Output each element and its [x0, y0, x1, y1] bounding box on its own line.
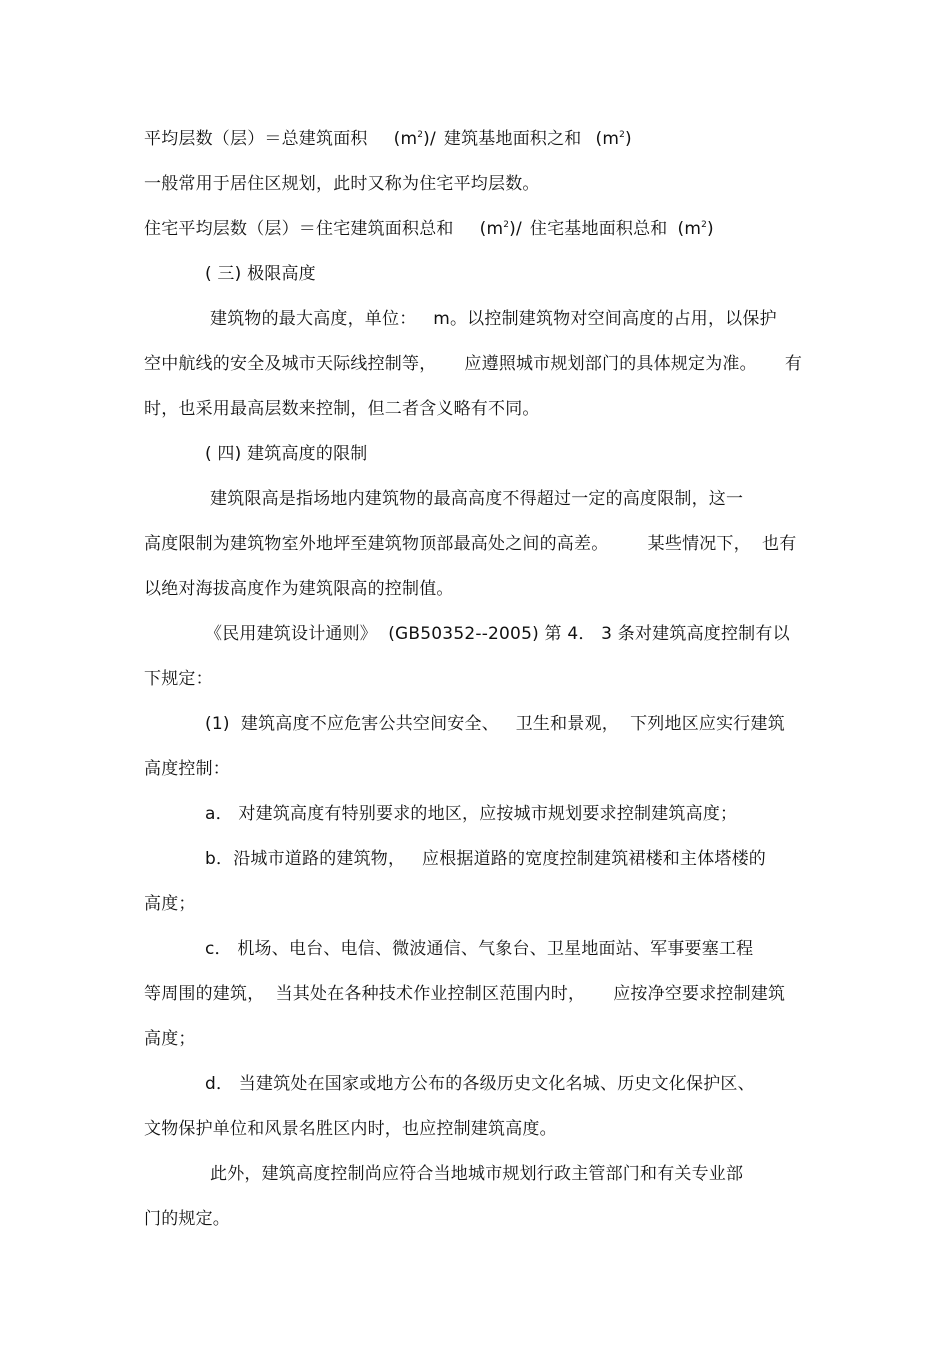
unit-text: ) [707, 219, 714, 239]
list-item: 高度； [144, 894, 196, 914]
unit-text: )/ [509, 219, 522, 239]
formula-text: 建筑基地面积之和 [443, 129, 582, 149]
unit-text: ) [625, 129, 632, 149]
list-item: b．沿城市道路的建筑物， 应根据道路的宽度控制建筑裙楼和主体塔楼的 [205, 849, 767, 869]
paragraph-line: 下规定： [144, 669, 213, 689]
paragraph-line: 空中航线的安全及城市天际线控制等， 应遵照城市规划部门的具体规定为准。 有 [144, 354, 803, 374]
formula-text: 平均层数（层）＝总建筑面积 [144, 129, 368, 149]
superscript: 2 [503, 220, 510, 230]
paragraph-line: 建筑限高是指场地内建筑物的最高高度不得超过一定的高度限制，这一 [210, 489, 744, 509]
formula-residential-floors [144, 218, 714, 240]
superscript: 2 [701, 220, 708, 230]
paragraph-line: 时，也采用最高层数来控制，但二者含义略有不同。 [144, 399, 540, 419]
unit-text: (m [479, 219, 504, 239]
text-line: 一般常用于居住区规划，此时又称为住宅平均层数。 [144, 174, 540, 194]
list-item: 等周围的建筑， 当其处在各种技术作业控制区范围内时， 应按净空要求控制建筑 [144, 984, 786, 1004]
list-item: d． 当建筑处在国家或地方公布的各级历史文化名城、历史文化保护区、 [205, 1074, 755, 1094]
list-item: 高度； [144, 1029, 196, 1049]
formula-text: 住宅平均层数（层）＝住宅建筑面积总和 [144, 219, 454, 239]
paragraph-line: 此外，建筑高度控制尚应符合当地城市规划行政主管部门和有关专业部 [210, 1164, 744, 1184]
paragraph-line: 以绝对海拔高度作为建筑限高的控制值。 [144, 579, 454, 599]
unit-text: (m [677, 219, 702, 239]
paragraph-line: 《民用建筑设计通则》 (GB50352--2005) 第 4． 3 条对建筑高度控制有以 [205, 624, 790, 644]
list-item: 文物保护单位和风景名胜区内时，也应控制建筑高度。 [144, 1119, 557, 1139]
formula-average-floors [144, 128, 632, 150]
unit-text: (m [393, 129, 418, 149]
section-heading: ( 三) 极限高度 [205, 264, 316, 284]
section-heading: ( 四) 建筑高度的限制 [205, 444, 368, 464]
unit-text: (m [595, 129, 620, 149]
paragraph-line: 门的规定。 [144, 1209, 230, 1229]
superscript: 2 [619, 130, 626, 140]
list-item: c． 机场、电台、电信、微波通信、气象台、卫星地面站、军事要塞工程 [205, 939, 754, 959]
paragraph-line: 建筑物的最大高度，单位： m。以控制建筑物对空间高度的占用，以保护 [210, 309, 777, 329]
superscript: 2 [417, 130, 424, 140]
list-item: a． 对建筑高度有特别要求的地区，应按城市规划要求控制建筑高度； [205, 804, 738, 824]
unit-text: )/ [423, 129, 436, 149]
paragraph-line: 高度限制为建筑物室外地坪至建筑物顶部最高处之间的高差。 某些情况下， 也有 [144, 534, 797, 554]
list-item: 高度控制： [144, 759, 230, 779]
list-item: (1) 建筑高度不应危害公共空间安全、 卫生和景观， 下列地区应实行建筑 [205, 714, 785, 734]
formula-text: 住宅基地面积总和 [529, 219, 668, 239]
